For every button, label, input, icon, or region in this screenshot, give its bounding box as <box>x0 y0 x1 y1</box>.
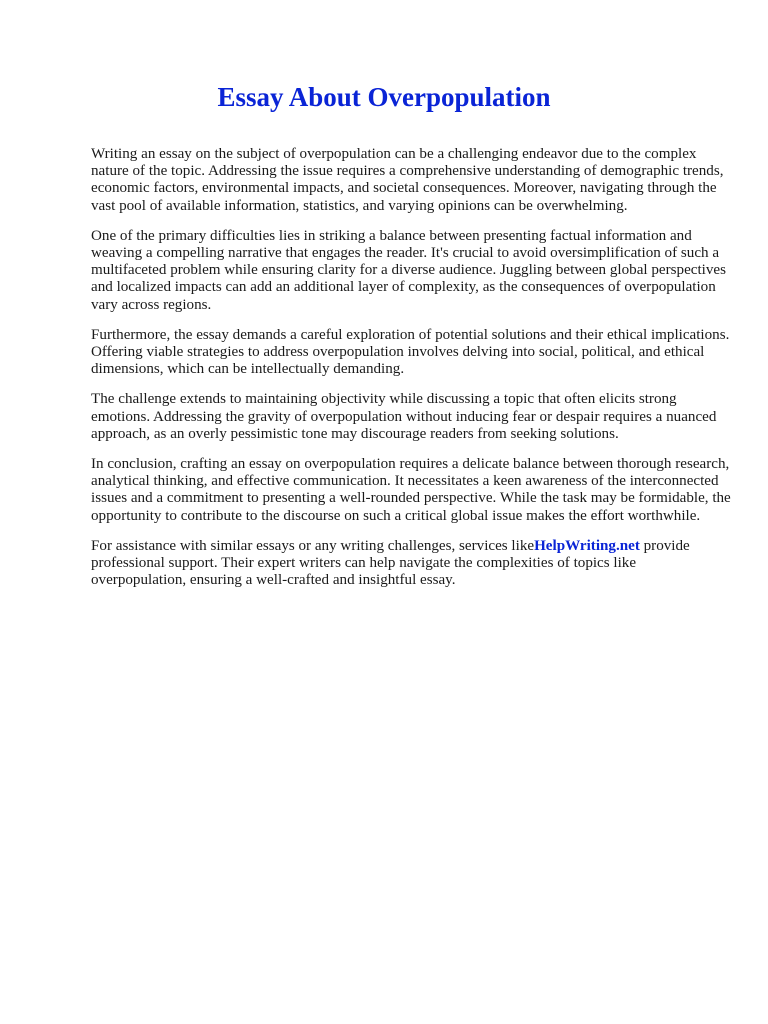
paragraph-conclusion: In conclusion, crafting an essay on overpopulation requires a delicate balance between thorough research, analytical thinking, and effective communication. It necessitates a keen awareness of the interconnected issues and a commitment to presenting a well-rounded perspective. While the task may be formidable, the opportunity to contribute to the discourse on such a critical global issue makes the effort worthwhile. <box>91 456 731 524</box>
document-title: Essay About Overpopulation <box>217 82 551 112</box>
document-body <box>91 146 731 602</box>
paragraph-difficulties: One of the primary difficulties lies in striking a balance between presenting factual information and weaving a compelling narrative that engages the reader. It's crucial to avoid oversimplification of such a multifaceted problem while ensuring clarity for a diverse audience. Juggling between global perspectives and localized impacts can add an additional layer of complexity, as the consequences of overpopulation vary across regions. <box>91 227 726 313</box>
helpwriting-link[interactable]: HelpWriting.net <box>534 537 640 554</box>
paragraph-intro: Writing an essay on the subject of overpopulation can be a challenging endeavor due to the complex nature of the topic. Addressing the issue requires a comprehensive understanding of demographic trends, economic factors, environmental impacts, and societal consequences. Moreover, navigating through the vast pool of available information, statistics, and varying opinions can be overwhelming. <box>91 146 724 214</box>
paragraph-solutions: Furthermore, the essay demands a careful exploration of potential solutions and their ethical implications. Offering viable strategies to address overpopulation involves delving into social, political, and ethical dimensions, which can be intellectually demanding. <box>91 326 730 378</box>
paragraph-closing <box>91 538 731 590</box>
paragraph-objectivity: The challenge extends to maintaining objectivity while discussing a topic that often elicits strong emotions. Addressing the gravity of overpopulation without inducing fear or despair requires a nuanced approach, as an overly pessimistic tone may discourage readers from seeking solutions. <box>91 391 717 442</box>
closing-text-before-link: For assistance with similar essays or any writing challenges, services like <box>91 537 535 554</box>
closing-text-after-link: provide professional support. Their expert writers can help navigate the complexities of topics like overpopulation, ensuring a well-crafted and insightful essay. <box>91 537 690 589</box>
